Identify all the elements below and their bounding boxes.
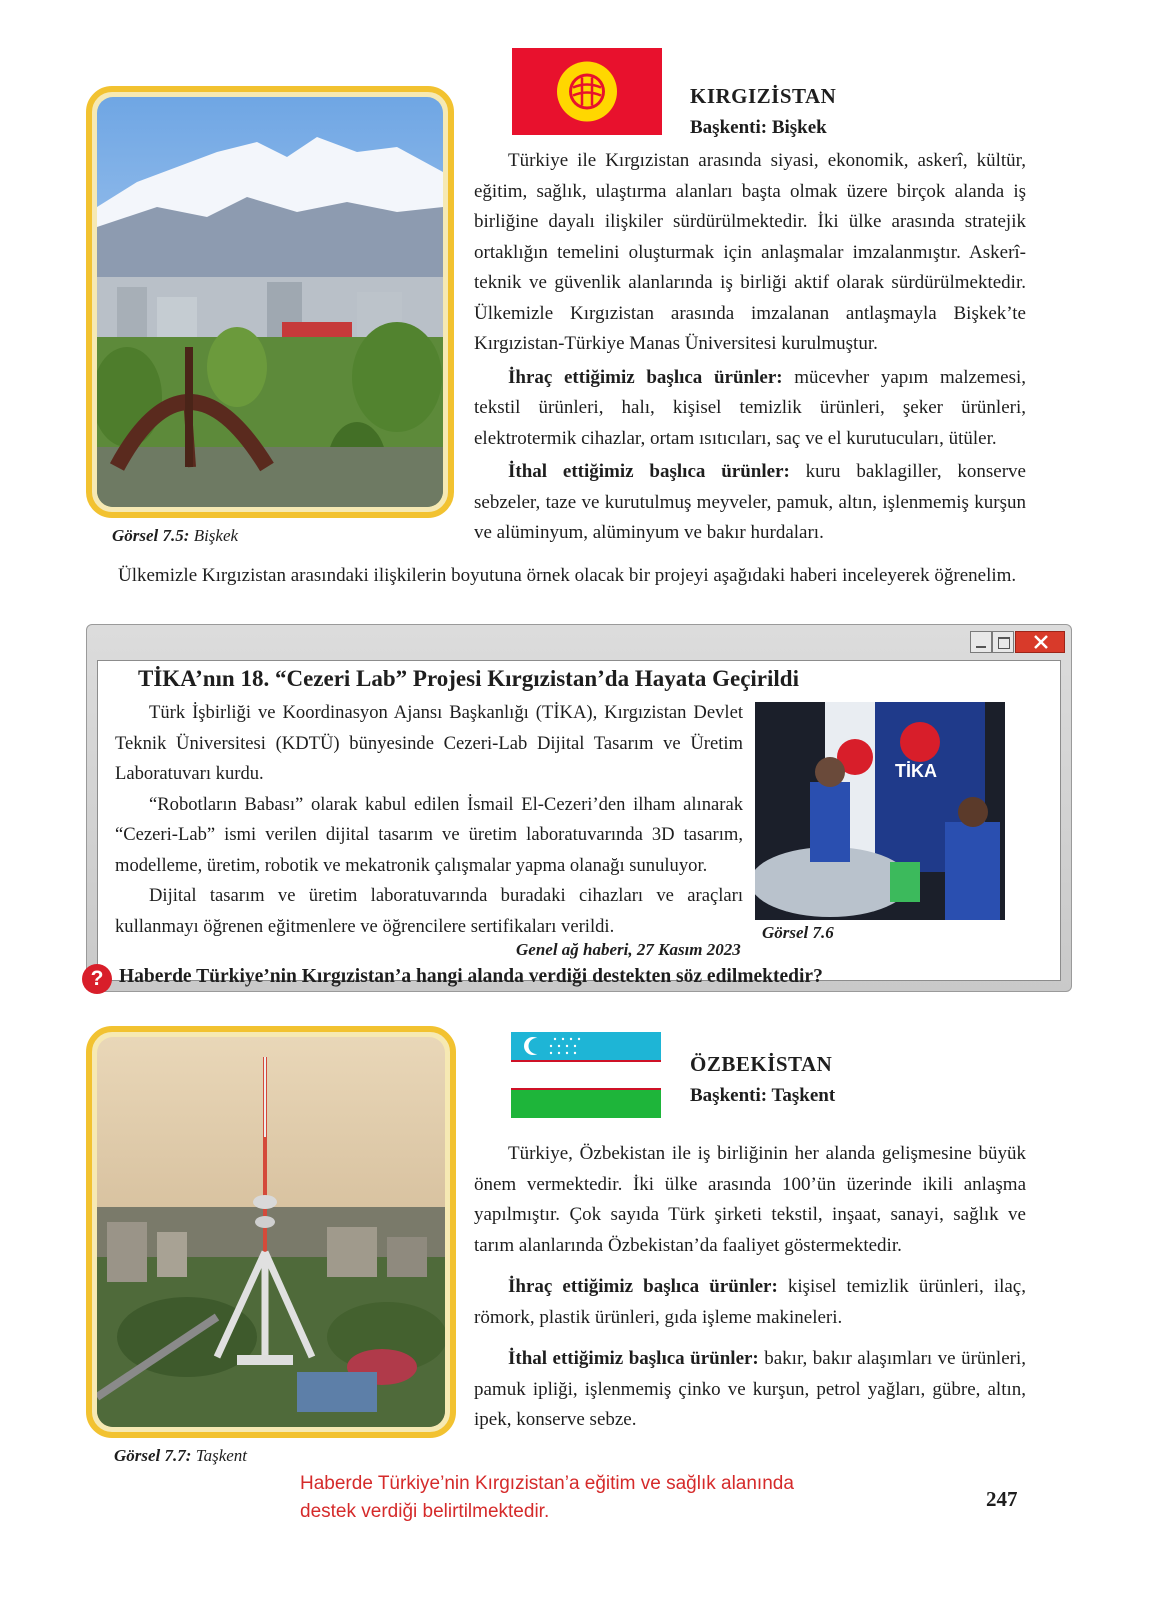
question-icon: ?: [82, 964, 112, 994]
kyrgyzstan-imports: [474, 457, 1026, 549]
tashkent-caption-label: Görsel 7.7:: [114, 1446, 192, 1465]
bishkek-photo: [97, 97, 443, 507]
close-button[interactable]: [1015, 631, 1065, 653]
kyrgyzstan-intro: Türkiye ile Kırgızistan arasında siyasi, ekonomik, askerî, kültür, eğitim, sağlık, ulaştırma alanları başta olmak üzere birçok alanda iş birliğine dayalı ilişkiler sürdürülmektedir. İki ülke arasında stratejik ortaklığın temelini oluşturmak için anlaşmalar imzalanmıştır. Askerî-teknik ve güvenlik alanlarında iş birliği aktif olarak sürdürülmektedir. Ülkemizle Kırgızistan arasında imzalanan antlaşmayla Bişkek’te Kırgızistan-Türkiye Manas Üniversitesi kurulmuştur.: [474, 150, 1026, 354]
uzbekistan-text: [474, 1139, 1026, 1436]
news-paragraph-1: Türk İşbirliği ve Koordinasyon Ajansı Başkanlığı (TİKA), Kırgızistan Devlet Teknik Üniversitesi (KDTÜ) bünyesinde Cezeri-Lab Dijital Tasarım ve Üretim Laboratuvarı kurdu.: [115, 702, 743, 784]
bishkek-caption-label: Görsel 7.5:: [112, 526, 190, 545]
uzbekistan-title: ÖZBEKİSTAN: [690, 1052, 833, 1076]
bishkek-photo-frame: [86, 86, 454, 518]
tashkent-caption: [114, 1446, 247, 1466]
bishkek-caption: [112, 526, 238, 546]
kyrgyzstan-text: [474, 146, 1026, 549]
minimize-button[interactable]: [970, 631, 992, 653]
news-window: [86, 624, 1072, 992]
uzbekistan-export-text: kişisel temizlik ürünleri, ilaç, römork, plastik ürünleri, gıda işleme makineleri.: [474, 1276, 1026, 1328]
kyrgyzstan-title: KIRGIZİSTAN: [690, 84, 837, 108]
news-photo-banner-text: TİKA: [895, 761, 937, 781]
answer-text: [300, 1470, 794, 1526]
kyrgyzstan-export-text: mücevher yapım malzemesi, tekstil ürünleri, halı, kişisel temizlik ürünleri, şeker ürünleri, elektrotermik cihazlar, ortam ısıtıcıları, saç ve el kurutucuları, ütüler.: [474, 366, 1026, 449]
uzbekistan-exports: [474, 1272, 1026, 1333]
uzbekistan-flag: [511, 1032, 661, 1118]
kyrgyzstan-heading: [690, 84, 836, 139]
uzbekistan-heading: [690, 1052, 835, 1107]
news-paragraph-3: Dijital tasarım ve üretim laboratuvarında buradaki cihazları ve araçları kullanmayı öğrenen eğitmenlere ve öğrencilere sertifikaları verildi.: [115, 885, 743, 937]
transition-text: Ülkemizle Kırgızistan arasındaki ilişkilerin boyutuna örnek olacak bir projeyi aşağıdaki haberi inceleyerek öğrenelim.: [118, 565, 1017, 586]
news-source: Genel ağ haberi, 27 Kasım 2023: [516, 940, 741, 959]
news-paragraph-2: “Robotların Babası” olarak kabul edilen İsmail El-Cezeri’den ilham alınarak “Cezeri-Lab” ismi verilen dijital tasarım ve üretim laboratuvarında 3D tasarım, modelleme, üretim, robotik ve mekatronik çalışmalar yapma olanağı sunuluyor.: [115, 793, 743, 876]
tashkent-photo-frame: [86, 1026, 456, 1438]
kyrgyzstan-exports: [474, 363, 1026, 455]
news-photo-illustration: [755, 702, 1005, 920]
tashkent-caption-text: Taşkent: [191, 1446, 248, 1465]
maximize-button[interactable]: [992, 631, 1014, 653]
answer-line-1: Haberde Türkiye’nin Kırgızistan’a eğitim ve sağlık alanında: [300, 1473, 794, 1494]
kyrgyzstan-capital: Başkenti: Bişkek: [690, 117, 827, 138]
close-icon: [1016, 632, 1066, 652]
bishkek-caption-text: Bişkek: [189, 526, 239, 545]
news-photo-caption: Görsel 7.6: [762, 923, 834, 942]
page-number: 247: [986, 1487, 1018, 1511]
tashkent-photo-illustration: [97, 1037, 445, 1427]
uzbekistan-export-label: İhraç ettiğimiz başlıca ürünler:: [508, 1276, 778, 1297]
bishkek-photo-illustration: [97, 97, 443, 507]
news-title: TİKA’nın 18. “Cezeri Lab” Projesi Kırgızistan’da Hayata Geçirildi: [138, 666, 799, 691]
uzbekistan-import-label: İthal ettiğimiz başlıca ürünler:: [508, 1348, 759, 1369]
news-body: [115, 698, 743, 942]
kyrgyzstan-import-label: İthal ettiğimiz başlıca ürünler:: [508, 461, 790, 482]
kyrgyzstan-export-label: İhraç ettiğimiz başlıca ürünler:: [508, 366, 783, 388]
question-text: Haberde Türkiye’nin Kırgızistan’a hangi alanda verdiği destekten söz edilmektedir?: [119, 966, 823, 987]
news-photo: [755, 702, 1005, 920]
tashkent-photo: [97, 1037, 445, 1427]
kyrgyzstan-import-text: kuru baklagiller, konserve sebzeler, taze ve kurutulmuş meyveler, pamuk, altın, işlenmemiş kurşun ve alüminyum, alüminyum ve bakır hurdaları.: [474, 461, 1026, 543]
uzbekistan-intro: Türkiye, Özbekistan ile iş birliğinin her alanda gelişmesine büyük önem vermektedir. İki ülke arasında 100’ün üzerinde ikili anlaşma yapılmıştır. Çok sayıda Türk şirketi tekstil, inşaat, sanayi, sağlık ve tarım alanlarında Özbekistan’da faaliyet göstermektedir.: [474, 1143, 1026, 1256]
news-content: [97, 660, 1061, 981]
uzbekistan-imports: [474, 1344, 1026, 1436]
uzbekistan-capital: Başkenti: Taşkent: [690, 1085, 836, 1106]
answer-line-2: destek verdiği belirtilmektedir.: [300, 1501, 550, 1522]
kyrgyzstan-flag: [512, 48, 662, 135]
uzbekistan-import-text: bakır, bakır alaşımları ve ürünleri, pamuk ipliği, işlenmemiş çinko ve kurşun, petrol yağları, gübre, altın, ipek, konserve sebze.: [474, 1348, 1026, 1430]
